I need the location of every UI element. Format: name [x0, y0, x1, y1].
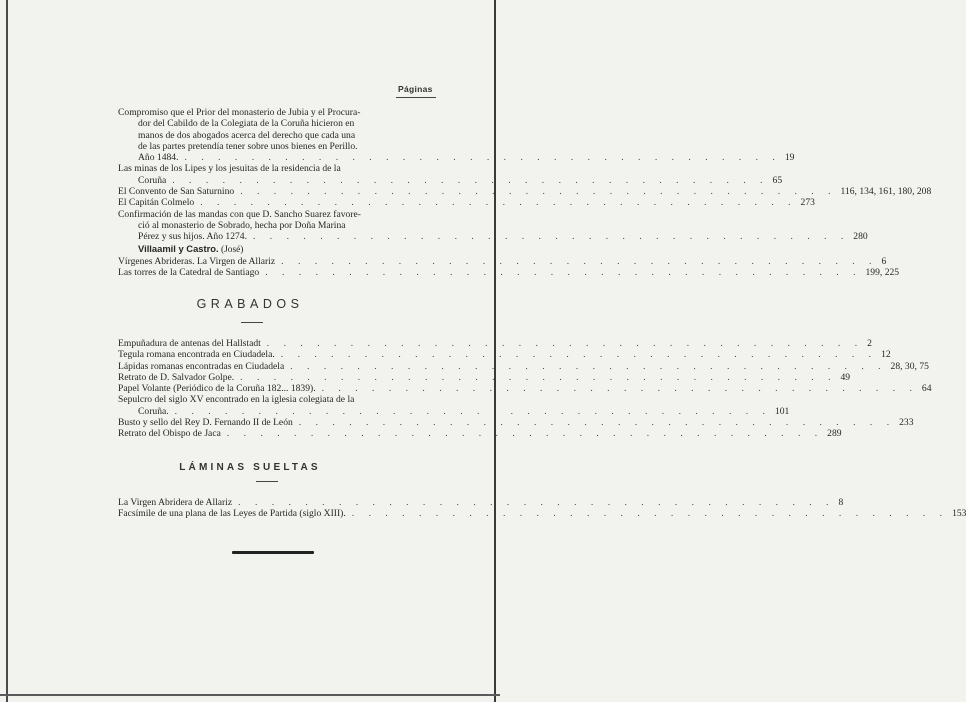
dot-leader: . . . . . . . . . . . . . . . . . . . . . . . . . . . . . . . . . . . . [253, 231, 850, 243]
dot-leader: . . . . . . . . . . . . . . . . . . . . . . . . . . . . . . . . . . . . [238, 497, 835, 508]
index-entry [118, 497, 844, 508]
entry-text-line: Compromiso que el Prior del monasterio de Jubia y el Procura- [118, 107, 361, 118]
entry-title: Vírgenes Abrideras. La Virgen de Allariz [118, 255, 276, 267]
entry-text-line: manos de dos abogados acerca del derecho que cada una [138, 129, 356, 141]
scan-border-left [6, 0, 8, 702]
index-entry [118, 338, 872, 349]
index-entry [118, 508, 966, 520]
entry-page-number: 116, 134, 161, 180, 208 [840, 186, 932, 198]
dot-leader: . . . . . . . . . . . . . . . . . . . . . . . . . . . . . . . . . . . . [200, 197, 797, 209]
index-entry [118, 349, 891, 361]
dot-leader: . . . . . . . . . . . . . . . . . . . . . . . . . . . . . . . . . . . . [174, 405, 771, 417]
entry-title: Busto y sello del Rey D. Fernando II de León [118, 417, 293, 429]
entry-title: El Capitán Colmelo [118, 197, 195, 209]
entry-title: La Virgen Abridera de Allariz [118, 497, 233, 508]
dot-leader: . . . . . . . . . . . . . . . . . . . . . . . . . . . . . . . . . . . . [184, 152, 781, 164]
entry-leader-row [118, 231, 868, 243]
dot-leader: . . . . . . . . . . . . . . . . . . . . . . . . . . . . . . . . . . . . [240, 186, 837, 198]
entry-leader-row [118, 508, 966, 520]
index-entry [118, 383, 932, 395]
scan-border-bottom [0, 694, 500, 696]
entry-page-number: 289 [827, 428, 842, 440]
grabados-title: GRABADOS [196, 297, 304, 311]
entry-text-line: Sepulcro del siglo XV encontrado en la iglesia colegiata de la [118, 394, 355, 406]
entry-title: Coruña [138, 174, 167, 186]
entry-title: Coruña. [138, 405, 169, 417]
dot-leader: . . . . . . . . . . . . . . . . . . . . . . . . . . . . . . . . . . . . [290, 360, 887, 372]
index-entry [118, 428, 842, 440]
dot-leader: . . . . . . . . . . . . . . . . . . . . . . . . . . . . . . . . . . . . [226, 428, 824, 440]
entry-title: Retrato de D. Salvador Golpe. [118, 371, 235, 383]
dot-leader: . . . . . . . . . . . . . . . . . . . . . . . . . . . . . . . . . . . . [265, 267, 862, 279]
laminas-rule [256, 481, 278, 482]
entry-title: Tegula romana encontrada en Ciudadela. [118, 349, 275, 361]
entry-title: Año 1484. [138, 152, 179, 164]
dot-leader: . . . . . . . . . . . . . . . . . . . . . . . . . . . . . . . . . . . . [266, 338, 864, 349]
entry-leader-row [118, 197, 815, 209]
author-heading [118, 243, 436, 256]
entry-text-line: Las minas de los Lipes y los jesuitas de la residencia de la [118, 163, 341, 175]
section-1-entries-2 [118, 255, 900, 279]
index-entry [118, 255, 887, 267]
laminas-title: LÁMINAS SUELTAS [179, 462, 321, 473]
author-first-name: (José) [221, 244, 244, 255]
dot-leader: . . . . . . . . . . . . . . . . . . . . . . . . . . . . . . . . . . . . [280, 349, 878, 361]
entry-text-line: dor del Cabildo de la Colegiata de la Coruña hicieron en [138, 118, 355, 130]
author-name: Villaamil y Castro. [138, 242, 219, 254]
index-entry [118, 394, 790, 417]
closing-rule [232, 551, 314, 554]
dot-leader: . . . . . . . . . . . . . . . . . . . . . . . . . . . . . . . . . . . . [351, 508, 949, 520]
header-rule [396, 97, 436, 98]
dot-leader: . . . . . . . . . . . . . . . . . . . . . . . . . . . . . . . . . . . . [321, 383, 918, 395]
laminas-entries [118, 497, 966, 520]
entry-page-number: 280 [853, 231, 868, 243]
grabados-rule [241, 322, 263, 323]
entry-leader-row [118, 497, 844, 508]
entry-page-number: 19 [784, 152, 795, 164]
entry-page-number: 28, 30, 75 [890, 360, 929, 372]
entry-page-number: 101 [774, 405, 790, 417]
entry-title: Empuñadura de antenas del Hallstadt [118, 338, 261, 349]
dot-leader: . . . . . . . . . . . . . . . . . . . . . . . . . . . . . . . . . . . . [281, 255, 878, 267]
dot-leader: . . . . . . . . . . . . . . . . . . . . . . . . . . . . . . . . . . . . [172, 174, 769, 186]
entry-leader-row [118, 267, 900, 279]
entry-page-number: 64 [921, 383, 932, 395]
index-entry [118, 186, 932, 198]
entry-page-number: 12 [881, 349, 891, 361]
entry-page-number: 233 [899, 417, 914, 429]
entry-page-number: 6 [881, 255, 887, 267]
entry-leader-row [118, 417, 914, 429]
grabados-entries [118, 338, 932, 440]
index-entry [118, 360, 929, 372]
dot-leader: . . . . . . . . . . . . . . . . . . . . . . . . . . . . . . . . . . . . [298, 417, 896, 429]
entry-page-number: 273 [800, 197, 815, 209]
entry-leader-row [118, 255, 887, 267]
entry-title: Lápidas romanas encontradas en Ciudadela [118, 360, 285, 372]
entry-leader-row [118, 152, 795, 164]
entry-leader-row [118, 360, 929, 372]
entry-title: El Convento de San Saturnino [118, 186, 235, 198]
entry-leader-row [118, 383, 932, 395]
index-entry [118, 197, 815, 209]
entry-title: Papel Volante (Periódico de la Coruña 182... 1839). [118, 383, 316, 395]
index-entry [118, 267, 900, 279]
entry-title: Las torres de la Catedral de Santiago [118, 267, 260, 279]
entry-title: Pérez y sus hijos. Año 1274. [138, 231, 247, 243]
entry-leader-row [118, 405, 790, 417]
entry-leader-row [118, 428, 842, 440]
entry-page-number: 153 [952, 508, 966, 520]
index-entry [118, 208, 868, 243]
entry-leader-row [118, 349, 891, 361]
index-entry [118, 163, 783, 186]
entry-text-line: Confirmación de las mandas con que D. Sancho Suarez favore- [118, 208, 361, 220]
section-1-entries [118, 107, 932, 243]
entry-leader-row [118, 174, 783, 186]
entry-page-number: 199, 225 [865, 267, 900, 279]
entry-page-number: 2 [867, 338, 872, 349]
index-section-1 [118, 107, 932, 279]
entry-text-line: ció al monasterio de Sobrado, hecha por Doña Marina [138, 219, 346, 231]
dot-leader: . . . . . . . . . . . . . . . . . . . . . . . . . . . . . . . . . . . . [240, 371, 837, 383]
header-label: Páginas [398, 84, 433, 94]
entry-page-number: 8 [838, 497, 844, 508]
entry-page-number: 65 [772, 174, 783, 186]
entry-page-number: 49 [840, 371, 851, 383]
entry-leader-row [118, 338, 872, 349]
entry-title: Retrato del Obispo de Jaca [118, 428, 221, 440]
entry-text-line: de las partes pretendía tener sobre unos bienes en Perillo. [138, 140, 358, 152]
entry-leader-row [118, 371, 851, 383]
index-entry [118, 107, 795, 164]
index-entry [118, 371, 851, 383]
entry-title: Facsímile de una plana de las Leyes de Partida (siglo XIII). [118, 508, 346, 520]
laminas-list [118, 497, 966, 520]
index-entry [118, 417, 914, 429]
grabados-list [118, 338, 932, 440]
entry-leader-row [118, 186, 932, 198]
